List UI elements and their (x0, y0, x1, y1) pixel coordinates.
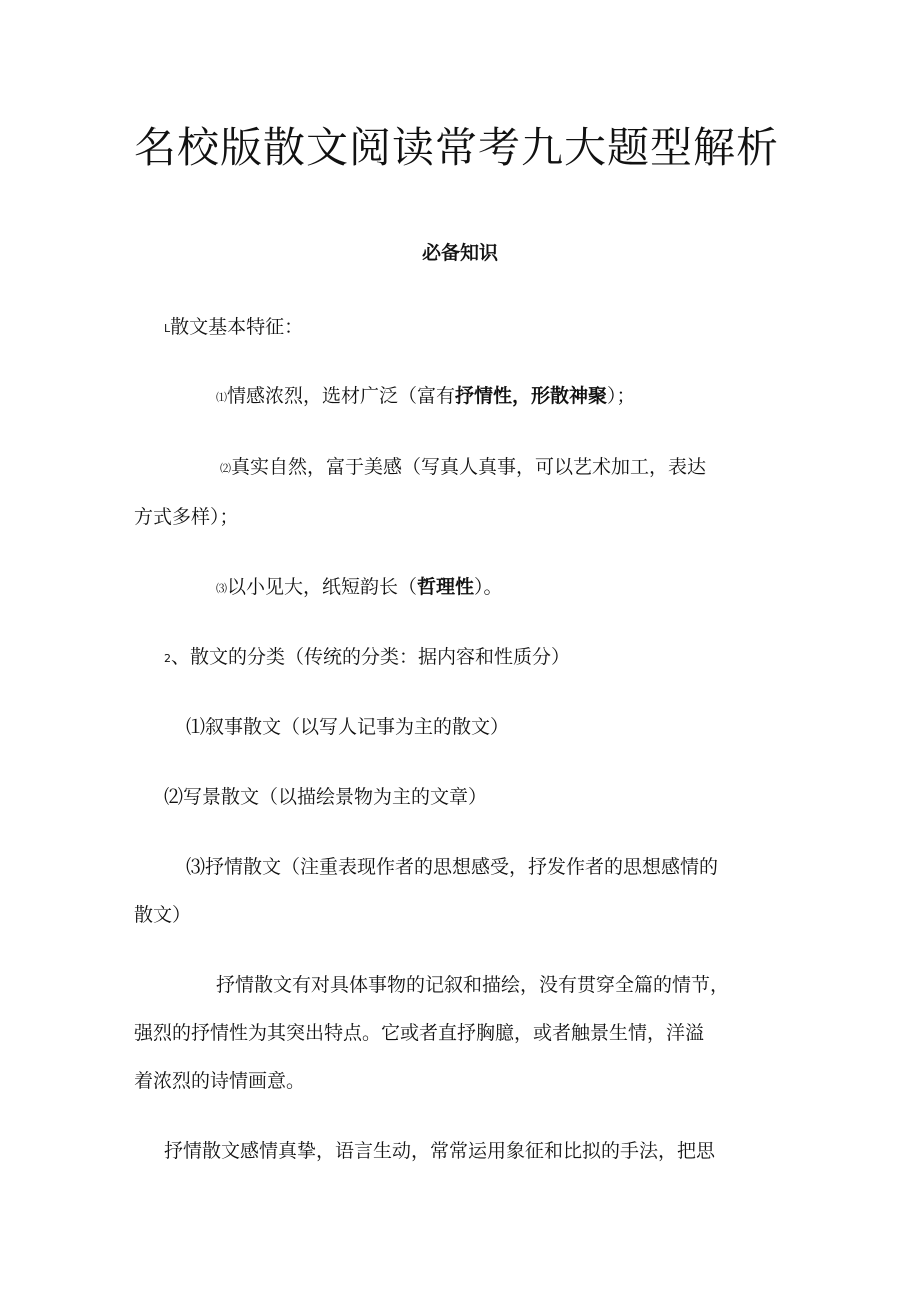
feature-1-marker: ⑴ (216, 391, 227, 404)
feature-3-bold: 哲理性 (417, 576, 475, 598)
feature-1-text-a: 情感浓烈，选材广泛（富有 (227, 385, 456, 407)
feature-2-line-2: 方式多样）； (134, 506, 239, 528)
item-1-text: 散文基本特征： (170, 316, 304, 338)
item-2-marker: 2 (164, 652, 171, 665)
feature-3 (216, 572, 503, 604)
feature-1 (216, 381, 636, 413)
feature-1-bold: 抒情性，形散神聚 (455, 385, 608, 407)
feature-3-text-a: 以小见大，纸短韵长（ (227, 576, 418, 598)
item-1-marker: L (164, 322, 171, 335)
paragraph-2-line-1: 抒情散文感情真挚，语言生动，常常运用象征和比拟的手法，把思 (164, 1140, 716, 1162)
item-2-heading (164, 642, 570, 674)
item-1-heading (164, 312, 303, 344)
feature-2-marker: ⑵ (220, 462, 231, 475)
paragraph-1-line-2: 强烈的抒情性为其突出特点。它或者直抒胸臆，或者触景生情，洋溢 (134, 1022, 705, 1044)
paragraph-1-line-3: 着浓烈的诗情画意。 (134, 1070, 306, 1092)
feature-3-text-b: ）。 (474, 576, 503, 598)
category-2: ⑵写景散文（以描绘景物为主的文章） (164, 786, 488, 808)
section-heading: 必备知识 (421, 242, 498, 264)
category-3-line-2: 散文） (134, 904, 192, 926)
feature-3-marker: ⑶ (216, 582, 227, 595)
document-title: 名校版散文阅读常考九大题型解析 (134, 123, 780, 172)
paragraph-1-line-1: 抒情散文有对具体事物的记叙和描绘，没有贯穿全篇的情节， (216, 974, 730, 996)
feature-2-line-1 (220, 452, 706, 484)
feature-2-text-a: 真实自然，富于美感（写真人真事，可以艺术加工，表达 (231, 456, 707, 478)
category-3-line-1: ⑶抒情散文（注重表现作者的思想感受，抒发作者的思想感情的 (186, 856, 719, 878)
category-1: ⑴叙事散文（以写人记事为主的散文） (186, 716, 510, 738)
feature-1-text-b: ）； (607, 385, 636, 407)
item-2-text: 、散文的分类（传统的分类：据内容和性质分） (171, 646, 571, 668)
